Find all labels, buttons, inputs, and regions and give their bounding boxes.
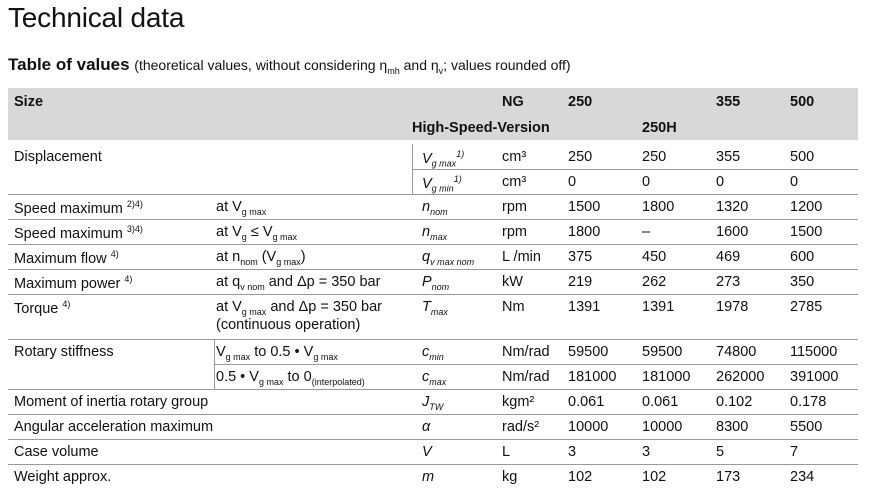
row-label-text: Maximum flow [14,250,107,267]
row-label [14,249,119,267]
header-size: Size [14,94,44,110]
table-row [8,169,858,195]
row-value: 173 [716,469,741,485]
row-footnote: 2)4) [126,199,143,209]
condition-text: at V [216,299,242,315]
row-unit: Nm [502,299,525,315]
row-value: 450 [642,249,667,265]
row-label [14,149,102,165]
symbol-sup: 1) [456,149,465,159]
row-symbol [422,419,430,435]
row-value: 273 [716,274,741,290]
row-condition [216,369,365,387]
row-footnote: 3)4) [126,224,143,234]
row-value: 59500 [568,344,609,360]
row-value: 262000 [716,369,765,385]
row-value: 0 [716,174,725,190]
symbol-sup: 1) [453,174,462,184]
row-value: 219 [568,274,593,290]
symbol-sub: nom [430,206,448,217]
symbol-text: c [422,369,430,385]
row-value: 1500 [568,199,601,215]
row-value: – [642,224,651,240]
row-symbol [422,369,446,387]
row-value: 1500 [790,224,823,240]
symbol-text: P [422,274,432,290]
symbol-sub: v max nom [430,256,475,267]
page-title: Technical data [8,2,185,33]
table-row [8,144,858,169]
symbol-sub: max [429,376,447,387]
row-value: 0 [568,174,577,190]
row-value: 2785 [790,299,823,315]
condition-sub2: g max [313,351,338,362]
row-value: 1200 [790,199,823,215]
condition-sub2: g max [272,231,298,242]
row-label-text: Moment of inertia rotary group [14,394,209,410]
table-row [8,244,858,270]
row-label [14,444,99,460]
row-value: 350 [790,274,815,290]
symbol-sub: max [430,231,448,242]
row-value: 1600 [716,224,749,240]
row-unit: kg [502,469,518,485]
condition-sub: g [241,231,247,242]
symbol-text: α [422,419,431,435]
condition-sub: g max [241,306,267,317]
row-symbol [422,344,444,362]
condition-tail: (V [257,249,277,265]
row-label-text: Maximum power [14,275,121,292]
row-value: 10000 [568,419,609,435]
symbol-sub: nom [431,281,450,292]
header-ng: NG [502,94,524,110]
row-unit: rpm [502,199,527,215]
row-unit: kW [502,274,523,290]
row-symbol [422,174,462,194]
symbol-text: T [422,299,431,315]
row-label-text: Rotary stiffness [14,344,114,360]
row-footnote: 4) [62,299,71,309]
symbol-text: V [422,150,432,167]
row-value: 250 [568,149,593,165]
row-footnote: 4) [110,249,119,259]
row-value: 1391 [642,299,675,315]
row-label [14,199,143,217]
condition-sub2: (interpolated) [311,376,365,387]
row-value: 102 [568,469,593,485]
symbol-text: V [422,175,432,192]
row-value: 250 [642,149,667,165]
table-row [8,389,858,415]
symbol-sub: TW [429,401,444,412]
table-row [8,269,858,295]
condition-tail: to 0.5 • V [250,344,314,360]
table-row [8,414,858,440]
row-value: 8300 [716,419,749,435]
symbol-sub: g max [431,158,457,169]
row-label [14,394,208,410]
symbol-text: n [422,224,431,240]
row-label [14,299,70,317]
row-label [14,469,111,485]
symbol-sub: min [429,351,444,362]
row-value: 5500 [790,419,823,435]
row-label-text: Case volume [14,444,99,460]
row-label [14,274,132,292]
row-value: 102 [642,469,667,485]
row-value: 3 [568,444,577,460]
row-unit: rad/s² [502,419,540,435]
condition-text: V [216,344,226,360]
symbol-text: J [422,394,430,410]
table-row [8,294,858,340]
row-value: 469 [716,249,741,265]
condition-sub: g max [258,376,284,387]
symbol-sub: g min [431,183,454,194]
header-high-speed: High-Speed-Version [412,120,550,136]
row-symbol [422,394,443,412]
table-row [8,464,858,489]
row-symbol [422,274,449,292]
row-unit: L /min [502,249,541,265]
condition-tail: and Δp = 350 bar [266,299,383,315]
symbol-text: m [422,469,435,485]
row-value: 74800 [716,344,757,360]
row-label-text: Weight approx. [14,469,112,485]
row-unit: Nm/rad [502,369,550,385]
condition-text: at n [216,249,241,265]
row-value: 3 [642,444,651,460]
row-value: 391000 [790,369,839,385]
condition-text: at V [216,224,242,240]
table-row [8,439,858,465]
condition-tail: ≤ V [246,224,273,240]
row-label [14,224,143,242]
condition-tail: to 0 [283,369,312,385]
header-355: 355 [716,94,741,110]
row-value: 0.178 [790,394,827,410]
row-symbol [422,469,434,485]
row-footnote: 4) [124,274,133,284]
symbol-sub: max [430,306,448,317]
header-500: 500 [790,94,815,110]
row-symbol [422,199,448,217]
row-unit: rpm [502,224,527,240]
row-unit: cm³ [502,174,527,190]
row-label-text: Displacement [14,149,102,165]
symbol-text: c [422,344,430,360]
condition-sub: g max [241,206,267,217]
row-condition [216,224,297,242]
condition-text: at V [216,199,242,215]
condition-tail: and Δp = 350 bar [264,274,381,290]
row-symbol [422,224,447,242]
row-value: 1800 [642,199,675,215]
row-condition [216,199,266,217]
row-value: 5 [716,444,725,460]
row-value: 1978 [716,299,749,315]
row-unit: cm³ [502,149,527,165]
row-value: 234 [790,469,815,485]
row-value: 181000 [642,369,691,385]
row-value: 10000 [642,419,683,435]
row-label-text: Speed maximum [14,200,123,217]
row-condition [216,274,380,292]
row-symbol [422,149,464,169]
row-unit: L [502,444,511,460]
table-row [8,219,858,245]
condition-sub: nom [240,256,258,267]
condition-line2: (continuous operation) [216,316,361,333]
row-symbol [422,249,474,267]
row-value: 7 [790,444,799,460]
table-caption-bold: Table of values [8,55,130,74]
row-condition [216,344,338,362]
row-label-text: Torque [14,300,59,317]
row-value: 0.061 [568,394,605,410]
row-value: 1391 [568,299,601,315]
table-caption [8,55,571,76]
row-unit: kgm² [502,394,535,410]
symbol-text: q [422,249,431,265]
row-value: 0 [790,174,799,190]
header-250h: 250H [642,120,677,136]
row-symbol [422,299,448,317]
row-label-text: Angular acceleration maximum [14,419,214,435]
table-caption-note: (theoretical values, without considering $\eta_{mh}$ and $\eta_v$; values rounded off) [134,57,571,76]
row-value: 1800 [568,224,601,240]
row-value: 181000 [568,369,617,385]
symbol-text: V [422,444,432,460]
condition-sub: g max [225,351,251,362]
row-value: 375 [568,249,593,265]
condition-text: at q [216,274,241,290]
row-symbol [422,444,432,460]
row-condition [216,299,382,333]
condition-sub2: g max [276,256,301,267]
row-value: 500 [790,149,815,165]
row-label [14,419,213,435]
row-value: 59500 [642,344,683,360]
header-250: 250 [568,94,593,110]
row-value: 1320 [716,199,749,215]
table-row [8,364,858,390]
row-value: 115000 [790,344,838,360]
row-unit: Nm/rad [502,344,550,360]
row-condition [216,249,306,267]
row-value: 600 [790,249,815,265]
row-value: 355 [716,149,741,165]
table-header [8,88,858,140]
group-split-displacement [412,169,858,170]
table-row [8,339,858,364]
symbol-text: n [422,199,431,215]
table-row [8,194,858,220]
condition-sub: v nom [240,281,265,292]
row-value: 262 [642,274,667,290]
group-split-stiffness [214,364,858,365]
row-value: 0.102 [716,394,753,410]
condition-text: 0.5 • V [216,369,259,385]
row-value: 0 [642,174,651,190]
condition-end: ) [300,249,306,265]
row-label-text: Speed maximum [14,225,123,242]
row-label [14,344,114,360]
row-value: 0.061 [642,394,679,410]
